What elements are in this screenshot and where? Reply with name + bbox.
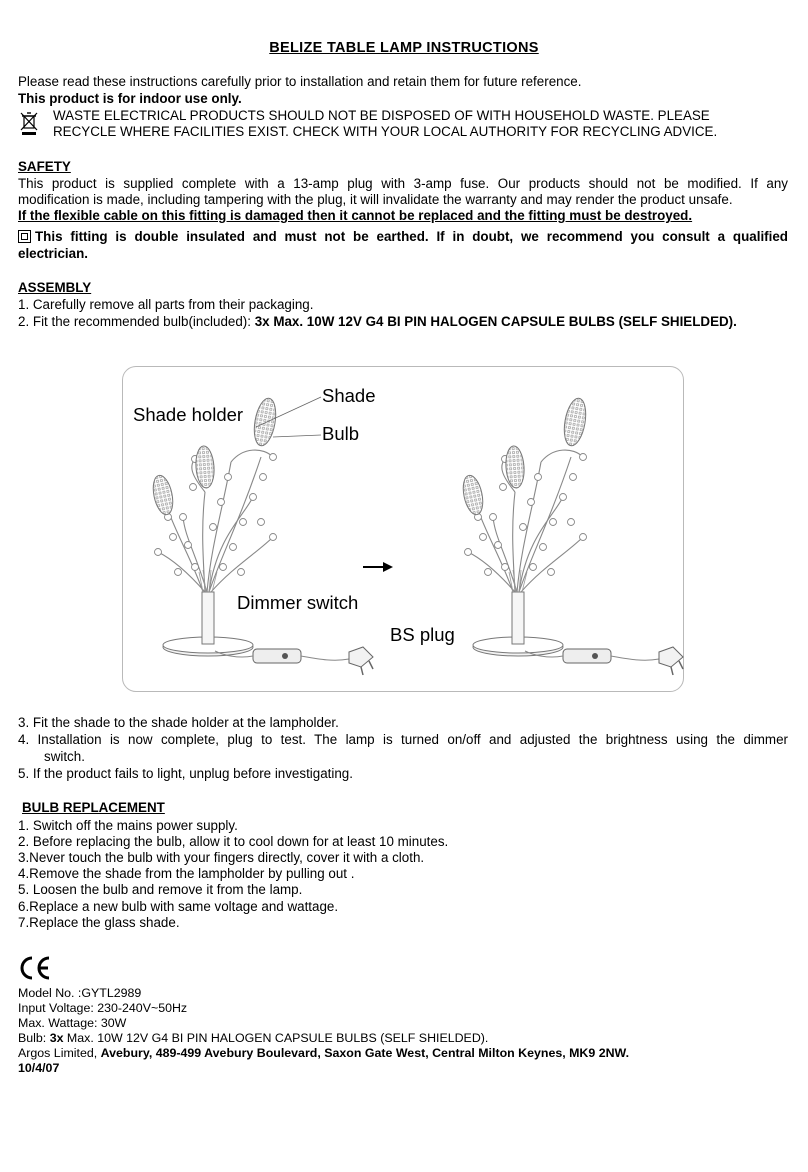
waste-line-2: RECYCLE WHERE FACILITIES EXIST. CHECK WITH YOUR LOCAL AUTHORITY FOR RECYCLING ADVICE. (53, 124, 718, 139)
label-shade-holder: Shade holder (133, 404, 244, 425)
replacement-step-2: 2. Before replacing the bulb, allow it to cool down for at least 10 minutes. (18, 834, 449, 849)
address-street: Avebury, 489-499 Avebury Boulevard, Saxon Gate West, Central Milton Keynes, MK9 2NW. (100, 1046, 630, 1060)
assembly-step-5: 5. If the product fails to light, unplug before investigating. (18, 766, 353, 781)
assembly-step-2-text: 2. Fit the recommended bulb(included): (18, 314, 255, 329)
double-insulated-line-1 (18, 229, 788, 245)
indoor-notice: This product is for indoor use only. (18, 91, 242, 106)
label-bs-plug: BS plug (390, 624, 455, 645)
double-square-icon (18, 230, 31, 243)
assembly-diagram (122, 366, 684, 692)
cable-warning: If the flexible cable on this fitting is damaged then it cannot be replaced and the fitting must be destroyed. (18, 208, 693, 223)
assembly-step-1: 1. Carefully remove all parts from their packaging. (18, 297, 314, 312)
assembly-step-4: 4. Installation is now complete, plug to test. The lamp is turned on/off and adjusted the brightness using the dimmer (18, 732, 788, 747)
page-title: BELIZE TABLE LAMP INSTRUCTIONS (269, 40, 539, 56)
safety-heading: SAFETY (18, 159, 71, 174)
assembly-heading: ASSEMBLY (18, 280, 92, 295)
label-dimmer-switch: Dimmer switch (237, 592, 359, 613)
safety-text-2: modification is made, including tampering with the plug, it will invalidate the warranty and may render the product unsafe. (18, 192, 733, 207)
waste-line-1: WASTE ELECTRICAL PRODUCTS SHOULD NOT BE DISPOSED OF WITH HOUSEHOLD WASTE. PLEASE (53, 108, 710, 123)
document-date: 10/4/07 (18, 1061, 60, 1075)
replacement-step-6: 6.Replace a new bulb with same voltage and wattage. (18, 899, 339, 914)
address (18, 1045, 629, 1061)
assembly-step-2-bulb: 3x Max. 10W 12V G4 BI PIN HALOGEN CAPSULE BULBS (SELF SHIELDED). (254, 314, 737, 329)
assembly-step-3: 3. Fit the shade to the shade holder at the lampholder. (18, 715, 339, 730)
assembly-step-4-cont: switch. (44, 749, 85, 764)
bulb-spec (18, 1030, 488, 1046)
arrow-right-icon (363, 562, 393, 572)
intro-line: Please read these instructions carefully prior to installation and retain them for future reference. (18, 74, 582, 89)
replacement-step-1: 1. Switch off the mains power supply. (18, 818, 238, 833)
input-voltage: Input Voltage: 230-240V~50Hz (18, 1001, 188, 1015)
label-bulb: Bulb (322, 423, 360, 444)
replacement-step-3: 3.Never touch the bulb with your fingers directly, cover it with a cloth. (18, 850, 425, 865)
replacement-step-4: 4.Remove the shade from the lampholder by pulling out . (18, 866, 355, 881)
address-company: Argos Limited, (18, 1046, 101, 1060)
assembly-step-2 (18, 314, 737, 330)
double-insulated-line-2: electrician. (18, 246, 88, 261)
label-shade: Shade (322, 385, 376, 406)
safety-text-1: This product is supplied complete with a 13-amp plug with 3-amp fuse. Our products should not be modified. If any (18, 176, 788, 191)
bulb-spec-prefix: Bulb: (18, 1031, 50, 1045)
crossed-bin-icon (19, 110, 41, 136)
ce-mark (18, 955, 52, 981)
model-number: Model No. :GYTL2989 (18, 986, 142, 1000)
bulb-spec-count: 3x (49, 1031, 64, 1045)
max-wattage: Max. Wattage: 30W (18, 1016, 127, 1030)
bulb-replacement-heading: BULB REPLACEMENT (22, 800, 165, 815)
replacement-step-5: 5. Loosen the bulb and remove it from the lamp. (18, 882, 303, 897)
replacement-step-7: 7.Replace the glass shade. (18, 915, 180, 930)
double-insulated-text: This fitting is double insulated and must not be earthed. If in doubt, we recommend you consult a qualified (35, 229, 788, 244)
bulb-spec-rest: Max. 10W 12V G4 BI PIN HALOGEN CAPSULE BULBS (SELF SHIELDED). (63, 1031, 489, 1045)
